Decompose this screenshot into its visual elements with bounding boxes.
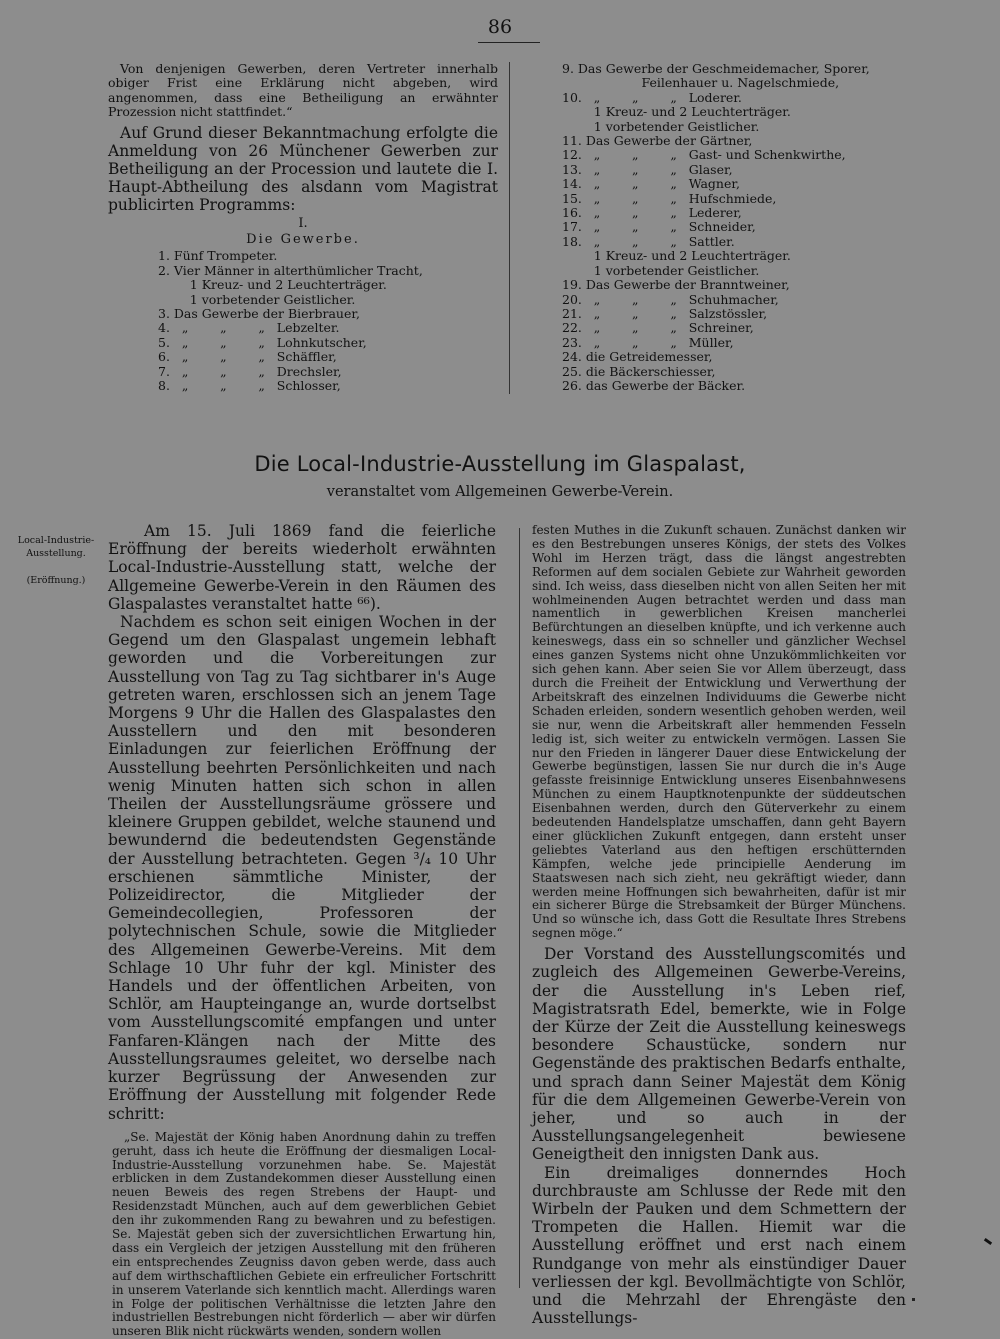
list-item: 11. Das Gewerbe der Gärtner, <box>562 133 753 149</box>
margin-note-subtopic: (Eröffnung.) <box>26 575 86 586</box>
list-item: 25. die Bäckerschiesser, <box>562 363 716 379</box>
list-item: 1 vorbetender Geistlicher. <box>562 262 760 278</box>
list-item: 26. das Gewerbe der Bäcker. <box>562 377 746 393</box>
column-divider <box>519 528 520 1288</box>
list-item: 20. „ „ „ Schuhmacher, <box>562 291 779 307</box>
top-left-column <box>108 62 498 394</box>
scan-dot <box>912 1298 915 1301</box>
list-item: 16. „ „ „ Lederer, <box>562 205 742 221</box>
list-item: 21. „ „ „ Salzstössler, <box>562 305 768 321</box>
paragraph: Am 15. Juli 1869 fand die feierliche Eröffnung der bereits wiederholt erwähnten Local-Industrie-Ausstellung statt, welche der Allgemeine Gewerbe-Verein in den Räumen des Glaspalastes veranstaltet hatte ⁶⁶). <box>108 522 496 613</box>
paragraph: Der Vorstand des Ausstellungscomités und zugleich des Allgemeinen Gewerbe-Vereins, der die Ausstellung in's Leben rief, Magistratsrath Edel, bemerkte, wie in Folge der Kürze der Zeit die Ausstellung keineswegs besondere Schaustücke, sondern nur Gegenstände des praktischen Bedarfs enthalte, und sprach dann Seiner Majestät dem König für die dem Allgemeinen Gewerbe-Verein von jeher, und so auch in der Ausstellungsangelegenheit bewiesene Geneigtheit den innigsten Dank aus. <box>532 945 906 1164</box>
list-item: 10. „ „ „ Loderer. <box>562 89 742 105</box>
list-item: 1 vorbetender Geistlicher. <box>158 291 356 307</box>
paragraph: Ein dreimaliges donnerndes Hoch durchbrauste am Schlusse der Rede mit den Wirbeln der Pauken und dem Schmettern der Trompeten die Hallen. Hiemit war die Ausstellung eröffnet und erst nach einem Rundgange von mehr als einstündiger Dauer verliessen der kgl. Bevollmächtigte von Schlör, und die Mehrzahl der Ehrengäste den Ausstellungs- <box>532 1163 906 1328</box>
margin-note <box>16 534 96 587</box>
list-item: 5. „ „ „ Lohnkutscher, <box>158 334 367 350</box>
list-item: 15. „ „ „ Hufschmiede, <box>562 190 777 206</box>
trade-list-left <box>108 249 498 393</box>
article-left-column <box>108 522 496 1339</box>
list-item: 1 vorbetender Geistlicher. <box>562 118 760 134</box>
list-item: 7. „ „ „ Drechsler, <box>158 363 342 379</box>
page-number-rule <box>478 42 540 43</box>
scan-mark <box>984 1238 992 1245</box>
list-item: 12. „ „ „ Gast- und Schenkwirthe, <box>562 147 846 163</box>
list-item: 23. „ „ „ Müller, <box>562 334 734 350</box>
list-item: 2. Vier Männer in alterthümlicher Tracht, <box>158 262 423 278</box>
top-right-column <box>562 62 912 393</box>
roman-numeral: I. <box>298 215 308 231</box>
list-item: 14. „ „ „ Wagner, <box>562 176 740 192</box>
list-item: 24. die Getreidemesser, <box>562 349 713 365</box>
list-item: 18. „ „ „ Sattler. <box>562 233 735 249</box>
list-item: 9. Das Gewerbe der Geschmeidemacher, Sporer, <box>562 61 870 76</box>
program-intro: Auf Grund dieser Bekanntmachung erfolgte die Anmeldung von 26 Münchener Gewerben zur Betheiligung an der Procession und lautete die I. Haupt-Abtheilung des alsdann vom Magistrat publicirten Programms: <box>108 123 498 215</box>
list-item: 1. Fünf Trompeter. <box>158 248 278 264</box>
list-item: 17. „ „ „ Schneider, <box>562 219 756 235</box>
page-number: 86 <box>487 16 513 38</box>
list-item: 22. „ „ „ Schreiner, <box>562 320 754 336</box>
section-title: Die Gewerbe. <box>246 232 360 248</box>
speech-quote: „Se. Majestät der König haben Anordnung dahin zu treffen geruht, dass ich heute die Eröffnung der diesmaligen Local-Industrie-Ausstellung vorzunehmen habe. Se. Majestät erblicken in dem Zustandekommen dieser Ausstellung einen neuen Beweis des regen Strebens der Haupt- und Residenzstadt München, auch auf dem gewerblichen Gebiet den ihr zukommenden Rang zu bewahren und zu befestigen. Se. Majestät geben sich der zuversichtlichen Erwartung hin, dass ein Vergleich der jetzigen Ausstellung mit den früheren ein entsprechendes Zeugniss davon geben werde, dass auch auf dem wirthschaftlichen Gebiete ein erfreulicher Fortschritt in unserem Vaterlande sich kenntlich macht. Allerdings waren in Folge der politischen Verhältnisse die letzten Jahre den industriellen Bestrebungen nicht förderlich — aber wir dürfen unseren Blik nicht rückwärts wenden, sondern wollen <box>112 1129 496 1339</box>
paragraph: Nachdem es schon seit einigen Wochen in der Gegend um den Glaspalast ungemein lebhaft geworden und die Vorbereitungen zur Ausstellung von Tag zu Tag sichtbarer in's Auge getreten waren, erschlossen sich an jenem Tage Morgens 9 Uhr die Hallen des Glaspalastes den Ausstellern und den mit besonderen Einladungen zur feierlichen Eröffnung der Ausstellung beehrten Persönlichkeiten und nach wenig Minuten hatten sich schon in allen Theilen der Ausstellungsräume grössere und kleinere Gruppen gebildet, welche staunend und bewundernd die bedeutendsten Gegenstände der Ausstellung betrachteten. Gegen ³/₄ 10 Uhr erschienen sämmtliche Minister, der Polizeidirector, die Mitglieder der Gemeindecollegien, Professoren der polytechnischen Schule, sowie die Mitglieder des Allgemeinen Gewerbe-Vereins. Mit dem Schlage 10 Uhr fuhr der kgl. Minister des Handels und der öffentlichen Arbeiten, von Schlör, am Haupteingange an, wurde dortselbst vom Ausstellungscomité empfangen und unter Fanfaren-Klängen nach der Mitte des Ausstellungsraumes geleitet, wo derselbe nach kurzer Begrüssung der Anwesenden zur Eröffnung der Ausstellung mit folgender Rede schritt: <box>108 613 496 1123</box>
article-subtitle: veranstaltet vom Allgemeinen Gewerbe-Verein. <box>326 484 674 500</box>
margin-note-topic: Local-Industrie-Ausstellung. <box>17 535 95 559</box>
list-item: 19. Das Gewerbe der Branntweiner, <box>562 277 790 293</box>
list-item: 1 Kreuz- und 2 Leuchterträger. <box>562 248 791 264</box>
list-item: 13. „ „ „ Glaser, <box>562 161 733 177</box>
list-item: 3. Das Gewerbe der Bierbrauer, <box>158 306 360 322</box>
list-item: 8. „ „ „ Schlosser, <box>158 378 341 394</box>
article-right-column <box>532 524 906 1327</box>
speech-quote-continued: festen Muthes in die Zukunft schauen. Zunächst danken wir es den Bestrebungen unseres Königs, der stets des Volkes Wohl im Herzen trägt, dass die längst angestrebten Reformen auf dem socialen Gebiete zur Wahrheit geworden sind. Ich weiss, dass dieselben nicht von allen Seiten her mit wohlmeinenden Augen betrachtet werden und dass man namentlich in gewerblichen Kreisen mancherlei Befürchtungen an dieselben knüpfte, und ich verkenne auch keineswegs, dass ein so schneller und gänzlicher Wechsel eines ganzen Systems nicht ohne Unzukömmlichkeiten vor sich gehen kann. Aber seien Sie vor Allem überzeugt, dass durch die Freiheit der Entwicklung und Verwerthung der Arbeitskraft des einzelnen Individuums die Gewerbe nicht Schaden erleiden, sondern wesentlich gehoben werden, weil sie nur, wenn die Arbeitskraft aller hemmenden Fesseln ledig ist, sich weiter zu entwickeln vermögen. Lassen Sie nur den Frieden in längerer Dauer diese Entwickelung der Gewerbe begünstigen, lassen Sie nur durch die in's Auge gefasste freisinnige Entwicklung unseres Eisenbahnwesens München zu einem Hauptknotenpunkte der süddeutschen Eisenbahnen werden, durch den Güterverkehr zu einem bedeutenden Handelsplatze umschaffen, dann geht Bayern einer glücklichen Zukunft entgegen, dann ersteht unser geliebtes Vaterland aus den heftigen erschütternden Kämpfen, welche jede principielle Aenderung im Staatswesen nach sich zieht, neu gekräftigt wieder, dann werden meine Hoffnungen sich bewahrheiten, dafür ist mir ein sicherer Bürge die Strebsamkeit der Bürger Münchens. Und so wünsche ich, dass Gott die Resultate Ihres Strebens segnen möge.“ <box>532 523 906 941</box>
column-divider <box>509 62 510 394</box>
list-item: 1 Kreuz- und 2 Leuchterträger. <box>158 277 387 293</box>
list-item: 6. „ „ „ Schäffler, <box>158 349 337 365</box>
article-title: Die Local-Industrie-Ausstellung im Glaspalast, <box>254 452 746 476</box>
list-item: Feilenhauer u. Nagelschmiede, <box>562 75 840 91</box>
list-item: 4. „ „ „ Lebzelter. <box>158 320 340 336</box>
notice-tail: Von denjenigen Gewerben, deren Vertreter innerhalb obiger Frist eine Erklärung nicht abgeben, wird angenommen, dass eine Betheiligung an erwähnter Prozession nicht stattfindet.“ <box>108 61 498 120</box>
list-item: 1 Kreuz- und 2 Leuchterträger. <box>562 104 791 120</box>
